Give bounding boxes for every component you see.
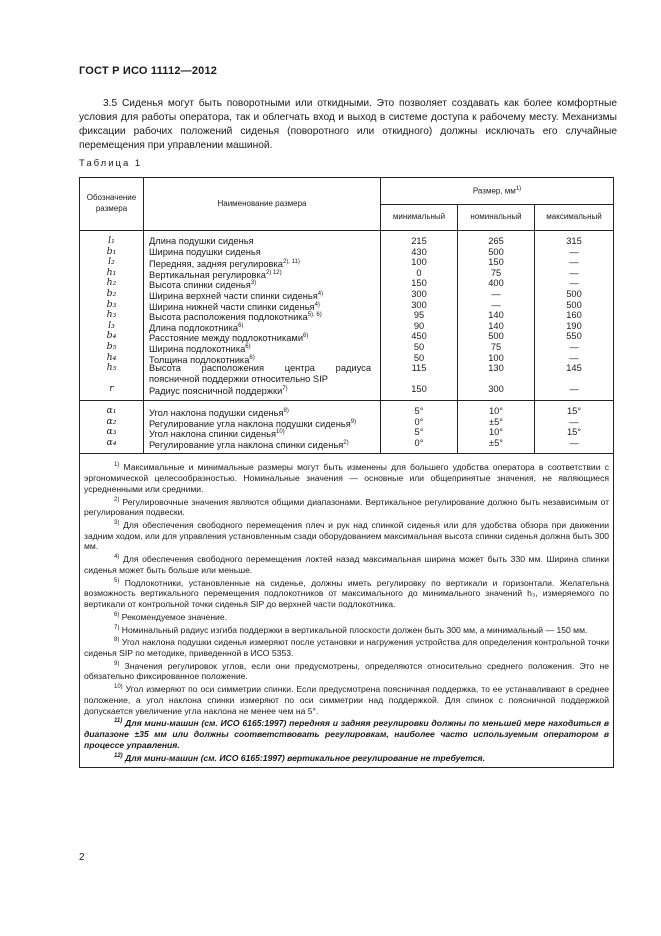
size-code: l₁ — [108, 235, 115, 246]
value-min: 90 — [413, 320, 425, 331]
footnote-ref: 3) — [250, 280, 257, 287]
footnote-ref: 2) — [343, 439, 349, 446]
size-code: h₄ — [106, 351, 117, 363]
size-name: Толщина подлокотника$^{6)}$ — [149, 354, 255, 365]
footnote-ref: 2) 12) — [265, 269, 282, 276]
size-name: Расстояние между подлокотниками$^{6)}$ — [149, 333, 309, 344]
size-name: Передняя, задняя регулировка$^{2), 11)}$ — [149, 259, 300, 270]
value-min: 100 — [411, 257, 427, 268]
size-code: h₁ — [106, 266, 117, 278]
footnote-mark: 4) — [114, 554, 120, 561]
footnote-ref: 7) — [282, 386, 288, 393]
value-min: 50 — [413, 352, 425, 363]
size-name: Длина подушки сиденья — [149, 236, 254, 246]
value-max: — — [569, 384, 579, 395]
size-name: Ширина нижней части спинки сиденья$^{4)}$ — [149, 301, 320, 312]
value-max: 500 — [566, 288, 582, 299]
value-max: 315 — [566, 236, 582, 246]
value-min: 150 — [411, 384, 427, 395]
value-max: 15° — [566, 405, 582, 416]
footnote: $^{10)}$ Угол измеряют по оси симметрии спинки. Если предусмотрена поясничная поддержка, то ее устанавливают в среднее положение, а угол наклона спинки измеряют по оси симметрии над поддержкой. Для спинок с поясничной поддержкой допускается увеличение угла наклона не менее чем на 5°. — [84, 684, 610, 716]
size-name: Ширина подушки сиденья — [149, 246, 261, 257]
value-max: 500 — [566, 299, 582, 310]
size-code: b₄ — [106, 330, 117, 342]
size-name: Радиус поясничной поддержки$^{7)}$ — [149, 386, 288, 397]
table-caption: Таблица 1 — [79, 158, 143, 169]
angle-nom — [458, 400, 535, 453]
footnote: $^{12)}$ Для мини-машин (см. ИСО 6165:1997) вертикальное регулирование не требуется. — [114, 752, 485, 763]
value-nom: 75 — [490, 267, 502, 278]
value-nom: 140 — [488, 320, 504, 331]
footnote-mark: 7) — [114, 624, 120, 631]
value-min: 0° — [414, 416, 424, 427]
footnote-mark: 9) — [114, 660, 120, 667]
footnote: $^{2)}$ Регулировочные значения являются общими диапазонами. Вертикальное регулирование должно быть независимым от регулирования подвески. — [84, 496, 610, 518]
value-min: 215 — [411, 236, 427, 246]
footnote-mark: 8) — [114, 637, 120, 644]
page-number: 2 — [79, 852, 85, 863]
footnote: $^{9)}$ Значения регулировок углов, если они предусмотрены, определяются относительно среднего положения. Это не обязательно фиксированное положение. — [84, 660, 610, 682]
value-min: 0 — [416, 267, 422, 278]
value-nom: 150 — [488, 257, 504, 268]
value-nom: 500 — [488, 246, 504, 257]
linear-names — [144, 231, 381, 401]
size-name: Угол наклона спинки сиденья$^{10)}$ — [149, 429, 285, 440]
footnote: $^{8)}$ Угол наклона подушки сиденья измеряют после установки и нагружения устройства для определения контрольной точки сиденья SIP по методике, приведенной в ИСО 5353. — [84, 637, 610, 658]
value-min: 0° — [414, 437, 424, 448]
linear-codes — [80, 231, 144, 401]
angle-codes — [80, 400, 144, 453]
size-code: b₂ — [106, 287, 117, 299]
linear-min — [381, 231, 458, 401]
size-name: Высота расположения подлокотника$^{5), 6)}$ — [149, 312, 322, 323]
linear-nom — [458, 231, 535, 401]
size-code: b₅ — [106, 340, 117, 352]
footnote: $^{7)}$ Номинальный радиус изгиба поддержки в вертикальной плоскости должен быть 300 мм, а минимальный — 150 мм. — [114, 624, 588, 635]
size-name-line1: Высота расположения центра радиуса — [149, 363, 371, 374]
footnote-mark: 2) — [114, 496, 120, 503]
value-max: 550 — [566, 331, 582, 342]
value-nom: — — [491, 299, 501, 310]
dimensions-table — [79, 177, 614, 768]
value-nom: 10° — [488, 427, 504, 438]
footnote-ref: 6) — [245, 343, 251, 350]
angle-min — [381, 400, 458, 453]
spacer — [535, 374, 613, 385]
value-nom: ±5° — [489, 437, 503, 448]
size-name: Ширина подлокотника$^{6)}$ — [149, 343, 251, 355]
footnote: $^{11)}$ Для мини-машин (см. ИСО 6165:1997) передняя и задняя регулировки должны по меньшей мере находиться в диапазоне ±35 мм или должны соответствовать регулировкам, наиболее часто используемым оператором в процессе управления. — [84, 718, 610, 750]
spacer — [381, 374, 457, 385]
value-max: — — [569, 437, 579, 448]
footnote-ref: 6) — [249, 354, 255, 361]
section-paragraph: 3.5 Сиденья могут быть поворотными или откидными. Это позволяет создавать как более комфортные условия для работы оператора, так и облегчать вход и выход в системе доступа к рабочему месту. Механизмы фиксации рабочих положений сиденья (поворотного или откидного) должны исключать его случайные перемещения при управлении машиной. — [79, 98, 617, 151]
table-notes — [80, 454, 614, 768]
footnote-ref: 6) — [238, 322, 244, 329]
value-max: 145 — [566, 363, 582, 374]
header-name: Наименование размера — [144, 178, 381, 231]
value-nom: ±5° — [489, 416, 503, 427]
size-code: α₁ — [106, 404, 117, 416]
size-code: b₃ — [106, 298, 117, 310]
footnote-mark: 6) — [114, 611, 120, 618]
footnote-mark: 12) — [114, 752, 123, 759]
footnote-ref: 6) — [303, 333, 309, 340]
footnote: $^{1)}$ Максимальные и минимальные размеры могут быть изменены для большего удобства оператора в соответствии с эргономической целесообразностью. Номинальные значения — основные или общепринятые значения, не являющиеся усредненными или средними. — [84, 462, 610, 494]
footnote-mark: 11) — [114, 718, 123, 725]
value-max: 160 — [566, 310, 582, 321]
value-nom: 500 — [488, 331, 504, 342]
value-min: 430 — [411, 246, 427, 257]
size-name: Угол наклона подушки сиденья$^{8)}$ — [149, 407, 289, 418]
value-min: 5° — [414, 427, 424, 438]
value-min: 300 — [411, 299, 427, 310]
value-max: — — [569, 246, 579, 257]
footnote: $^{4)}$ Для обеспечения свободного перемещения локтей назад максимальная ширина может быть 330 мм. Ширина спинки сиденья может быть больше или меньше. — [84, 554, 610, 575]
value-min: 450 — [411, 331, 427, 342]
value-nom: 140 — [488, 310, 504, 321]
size-code: r — [109, 383, 114, 395]
footnote: $^{3)}$ Для обеспечения свободного перемещения плеч и рук над спинкой сиденья или для удобства обзора при движении задним ходом, или для управления установленным сзади оборудованием максимальная высота спинки сиденья должна быть 300 мм. — [84, 519, 610, 552]
footnote-mark: 1) — [114, 462, 120, 469]
value-nom: 265 — [488, 236, 504, 246]
value-min: 95 — [413, 310, 425, 321]
size-name: Регулирование угла наклона подушки сиденья$^{9)}$ — [149, 418, 357, 429]
header-code: Обозначение размера — [80, 178, 144, 231]
size-code: α₂ — [106, 415, 117, 427]
footnote-ref: 9) — [350, 418, 357, 425]
size-code: h₂ — [106, 277, 117, 289]
value-nom: 300 — [488, 384, 504, 395]
size-code: α₄ — [106, 436, 117, 448]
size-code: h₅ — [106, 362, 117, 374]
footnote-mark: 5) — [114, 577, 120, 584]
size-code: h₃ — [106, 309, 117, 321]
header-nom: номинальный — [458, 205, 535, 231]
angle-names — [144, 400, 381, 453]
size-code: l₃ — [108, 319, 115, 331]
angle-max — [535, 400, 614, 453]
value-max: 190 — [566, 320, 582, 331]
size-code: b₁ — [106, 245, 117, 257]
footnote-ref: 10) — [276, 429, 285, 436]
size-name: Высота спинки сиденья$^{3)}$ — [149, 280, 257, 291]
footnote-ref: 8) — [283, 407, 289, 414]
value-max: — — [569, 341, 579, 352]
value-max: — — [569, 267, 579, 278]
value-nom: 100 — [488, 352, 504, 363]
footnote-mark: 10) — [114, 684, 123, 691]
size-code: α₃ — [106, 426, 117, 438]
value-min: 150 — [411, 278, 427, 289]
size-name-line2: поясничной поддержки относительно SIP — [149, 373, 328, 384]
value-min: 5° — [414, 405, 424, 416]
linear-max — [535, 231, 614, 401]
value-min: 300 — [411, 288, 427, 299]
footnote-ref: 5), 6) — [307, 312, 322, 319]
value-nom: — — [491, 288, 501, 299]
value-max: 15° — [566, 427, 582, 438]
value-max: — — [569, 352, 579, 363]
footnote-ref: 2), 11) — [282, 259, 300, 266]
footnote-mark: 3) — [114, 519, 120, 526]
header-min: минимальный — [381, 205, 458, 231]
document-header: ГОСТ Р ИСО 11112—2012 — [79, 65, 218, 77]
value-nom: 400 — [488, 278, 504, 289]
header-max: максимальный — [535, 205, 614, 231]
footnote: $^{6)}$ Рекомендуемое значение. — [114, 611, 228, 622]
footnote-ref: 4) — [314, 301, 320, 308]
size-code: l₂ — [108, 256, 115, 268]
value-min: 115 — [411, 363, 427, 374]
spacer — [458, 374, 534, 385]
value-nom: 75 — [490, 341, 502, 352]
size-name: Длина подлокотника$^{6)}$ — [149, 322, 244, 333]
footnote: $^{5)}$ Подлокотники, установленные на сиденье, должны иметь регулировку по вертикали и горизонтали. Желательна возможность вертикального перемещения подлокотников от максимального до минимального значений h₃, измеряемого по вертикали от контрольной точки сиденья SIP до верхней части подлокотника. — [84, 577, 610, 610]
size-name: Регулирование угла наклона спинки сиденья$^{2)}$ — [149, 439, 349, 450]
value-max: — — [569, 416, 579, 427]
header-size-group: Размер, $мм^{1)}$ — [381, 178, 614, 205]
value-nom: 130 — [488, 363, 504, 374]
size-name: Вертикальная регулировка$^{2) 12)}$ — [149, 269, 282, 280]
footnote-ref: 4) — [317, 290, 324, 297]
value-nom: 10° — [488, 405, 504, 416]
size-name: Ширина верхней части спинки сиденья$^{4)}$ — [149, 290, 324, 302]
value-min: 50 — [413, 341, 425, 352]
value-max: — — [569, 257, 579, 268]
value-max: — — [569, 278, 579, 289]
